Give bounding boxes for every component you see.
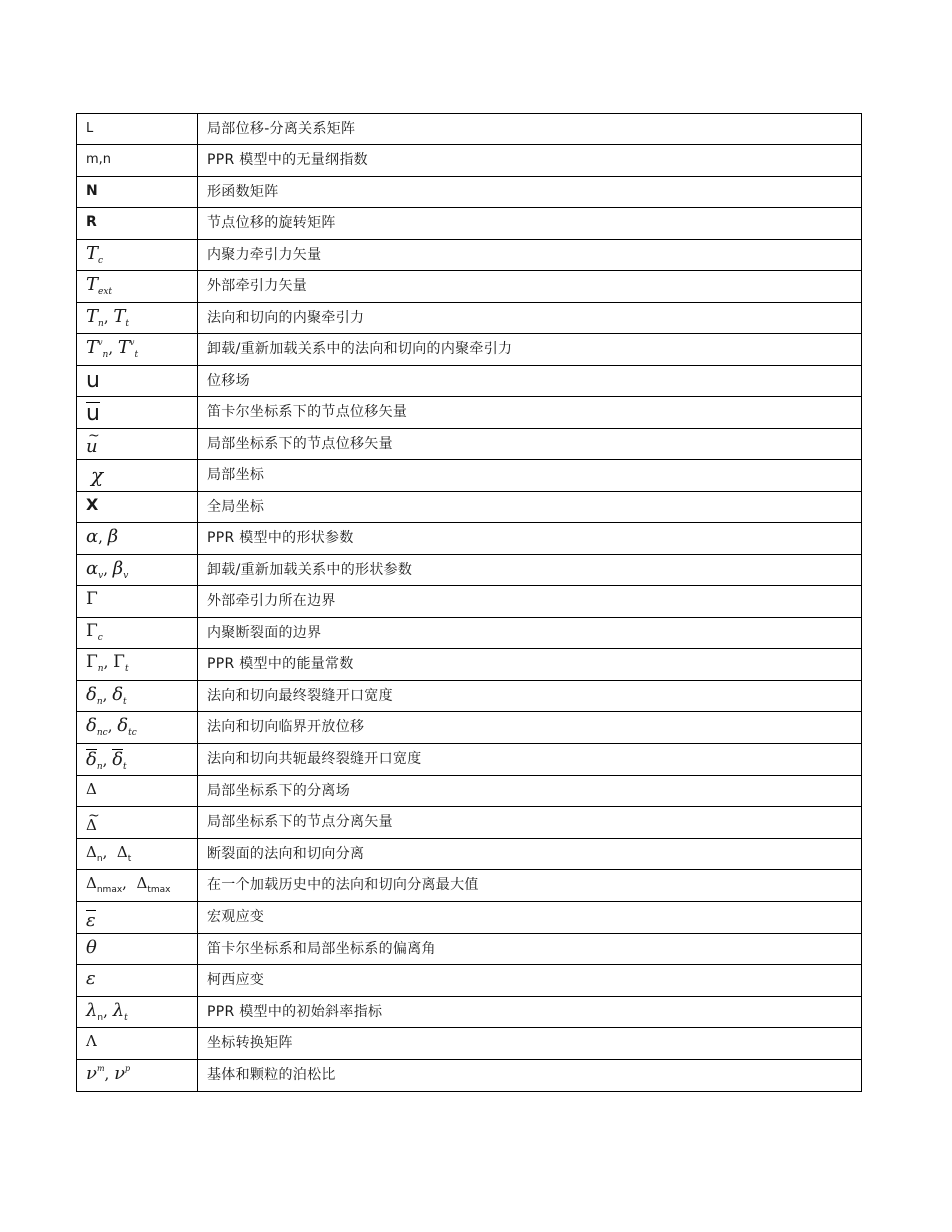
description-cell	[198, 240, 862, 271]
description: 柯西应变	[207, 972, 265, 988]
symbol: T	[86, 274, 99, 295]
symbol-cell	[77, 208, 198, 240]
table-row	[77, 1028, 862, 1060]
separator: ,	[103, 653, 114, 671]
table-row	[77, 681, 862, 712]
description: 全局坐标	[207, 499, 265, 515]
description-cell	[198, 807, 862, 839]
symbol-cell	[77, 492, 198, 523]
symbol-cell	[77, 1028, 198, 1060]
symbol: u	[86, 401, 100, 426]
symbol: Λ	[86, 1032, 97, 1050]
description-cell	[198, 177, 862, 208]
table-row	[77, 997, 862, 1028]
symbol: ν	[86, 1063, 97, 1084]
symbol: α	[86, 558, 99, 579]
symbol: T	[113, 306, 126, 327]
description-cell	[198, 934, 862, 965]
symbol: Γ	[86, 621, 98, 641]
description-cell	[198, 744, 862, 776]
description: 坐标转换矩阵	[207, 1035, 293, 1051]
table-row	[77, 303, 862, 334]
symbol-cell	[77, 114, 198, 145]
symbol: ε	[86, 910, 96, 931]
symbol-cell	[77, 776, 198, 807]
description: 外部牵引力矢量	[207, 278, 308, 294]
symbol: T	[86, 337, 99, 358]
subscript: t	[134, 350, 139, 360]
table-row	[77, 492, 862, 523]
symbol-cell	[77, 271, 198, 303]
symbol: Δ	[116, 843, 128, 861]
description: 局部坐标系下的节点位移矢量	[207, 436, 393, 452]
description-cell	[198, 208, 862, 240]
symbol-cell	[77, 744, 198, 776]
table-row	[77, 618, 862, 649]
description-cell	[198, 145, 862, 177]
separator: ,	[102, 751, 113, 769]
subscript: n	[96, 854, 103, 864]
symbol: u	[86, 368, 100, 393]
description-cell	[198, 523, 862, 555]
description: 卸载/重新加载关系中的法向和切向的内聚牵引力	[207, 341, 513, 357]
symbol: Γ	[113, 652, 125, 672]
description: PPR 模型中的无量纲指数	[207, 152, 368, 168]
symbol-cell	[77, 807, 198, 839]
symbol: χ	[91, 463, 104, 487]
superscript: p	[125, 1064, 131, 1073]
table-row	[77, 366, 862, 397]
description: 笛卡尔坐标系和局部坐标系的偏离角	[207, 941, 436, 957]
table-row	[77, 523, 862, 555]
description-cell	[198, 712, 862, 744]
subscript: tmax	[147, 885, 171, 895]
symbol-cell	[77, 1060, 198, 1092]
symbol-cell	[77, 618, 198, 649]
subscript: t	[123, 762, 127, 772]
description: 笛卡尔坐标系下的节点位移矢量	[207, 404, 408, 420]
superscript: m	[96, 1064, 105, 1073]
symbol: Δ	[86, 780, 97, 798]
description-cell	[198, 776, 862, 807]
table-row	[77, 839, 862, 870]
subscript: n	[98, 319, 104, 329]
description: 位移场	[207, 373, 250, 389]
subscript: nmax	[96, 885, 123, 895]
symbol: Δ	[86, 843, 97, 861]
symbol: δ	[112, 684, 124, 705]
description: 卸载/重新加载关系中的形状参数	[207, 562, 413, 578]
description-cell	[198, 492, 862, 523]
separator: ,	[108, 339, 118, 357]
symbol: θ	[86, 937, 97, 958]
description: 内聚断裂面的边界	[207, 625, 322, 641]
separator: ,	[107, 717, 118, 735]
description: 基体和颗粒的泊松比	[207, 1067, 336, 1083]
table-row	[77, 1060, 862, 1092]
table-row	[77, 776, 862, 807]
table-row	[77, 586, 862, 618]
description: 宏观应变	[207, 909, 265, 925]
description-cell	[198, 649, 862, 681]
description: 局部坐标	[207, 467, 265, 483]
subscript: n	[96, 697, 103, 707]
description-cell	[198, 271, 862, 303]
table-row	[77, 397, 862, 429]
symbol: T	[117, 337, 130, 358]
subscript: t	[124, 1013, 128, 1023]
description: 内聚力牵引力矢量	[207, 247, 322, 263]
separator: ,	[103, 308, 114, 326]
description: 局部坐标系下的节点分离矢量	[207, 814, 393, 830]
description-cell	[198, 366, 862, 397]
description: PPR 模型中的形状参数	[207, 530, 354, 546]
symbol-cell	[77, 839, 198, 870]
symbol: α	[86, 526, 99, 547]
symbol-cell	[77, 334, 198, 366]
table-row	[77, 145, 862, 177]
table-row	[77, 744, 862, 776]
subscript: nc	[96, 728, 108, 738]
symbol-cell	[77, 460, 198, 492]
symbol: Δ	[86, 874, 97, 892]
description-cell	[198, 555, 862, 586]
table-row	[77, 429, 862, 460]
subscript: c	[98, 256, 104, 266]
subscript: tc	[128, 728, 137, 738]
description-cell	[198, 997, 862, 1028]
symbol: m,n	[86, 152, 112, 167]
subscript: v	[123, 571, 129, 581]
table-row	[77, 208, 862, 240]
symbol: Γ	[86, 589, 98, 609]
description: 法向和切向最终裂缝开口宽度	[207, 688, 393, 704]
symbol: λ	[86, 1000, 98, 1021]
symbol: N	[86, 183, 98, 199]
table-row	[77, 934, 862, 965]
symbol: λ	[112, 1000, 125, 1021]
description: 局部位移-分离关系矩阵	[207, 121, 356, 137]
description: 断裂面的法向和切向分离	[207, 846, 365, 862]
symbol-cell	[77, 397, 198, 429]
table-row	[77, 870, 862, 902]
symbol: Γ	[86, 652, 98, 672]
description-cell	[198, 460, 862, 492]
table-row	[77, 555, 862, 586]
table-row	[77, 965, 862, 997]
symbol: ν	[114, 1063, 126, 1084]
symbol-cell	[77, 586, 198, 618]
table-row	[77, 240, 862, 271]
superscript: v	[129, 338, 135, 347]
description-cell	[198, 870, 862, 902]
separator: ,	[102, 686, 113, 704]
superscript: v	[98, 338, 103, 347]
subscript: t	[125, 319, 129, 329]
subscript: t	[124, 664, 129, 674]
subscript: v	[98, 571, 104, 581]
symbol-cell	[77, 303, 198, 334]
symbol: δ	[112, 749, 124, 770]
description-cell	[198, 681, 862, 712]
symbol-cell	[77, 366, 198, 397]
description-cell	[198, 303, 862, 334]
table-row	[77, 712, 862, 744]
separator: ,	[103, 1002, 113, 1020]
description: PPR 模型中的能量常数	[207, 656, 354, 672]
symbol-cell	[77, 649, 198, 681]
subscript: ext	[98, 287, 113, 297]
symbol-cell	[77, 240, 198, 271]
table-row	[77, 807, 862, 839]
subscript: c	[97, 633, 103, 643]
nomenclature-table	[76, 113, 862, 1092]
description-cell	[198, 397, 862, 429]
symbol: T	[86, 306, 99, 327]
separator: ,	[122, 874, 137, 892]
symbol: ~ u	[86, 438, 98, 456]
symbol: R	[86, 214, 97, 230]
description-cell	[198, 965, 862, 997]
symbol-cell	[77, 145, 198, 177]
description: 法向和切向的内聚牵引力	[207, 310, 365, 326]
symbol-cell	[77, 965, 198, 997]
description: 法向和切向共轭最终裂缝开口宽度	[207, 751, 422, 767]
symbol-cell	[77, 902, 198, 934]
symbol-cell	[77, 712, 198, 744]
separator: ,	[98, 528, 108, 546]
description-cell	[198, 839, 862, 870]
symbol: δ	[86, 715, 97, 736]
symbol-cell	[77, 934, 198, 965]
description: 在一个加载历史中的法向和切向分离最大值	[207, 877, 479, 893]
symbol-cell	[77, 429, 198, 460]
subscript: n	[97, 664, 104, 674]
symbol-cell	[77, 997, 198, 1028]
description: 形函数矩阵	[207, 184, 279, 200]
description-cell	[198, 586, 862, 618]
symbol-cell	[77, 870, 198, 902]
description: 局部坐标系下的分离场	[207, 783, 350, 799]
table-row	[77, 649, 862, 681]
symbol: δ	[86, 684, 97, 705]
description: PPR 模型中的初始斜率指标	[207, 1004, 383, 1020]
subscript: n	[96, 762, 103, 772]
symbol: β	[107, 526, 119, 547]
description-cell	[198, 902, 862, 934]
symbol: δ	[117, 715, 129, 736]
separator: ,	[103, 560, 113, 578]
symbol-cell	[77, 177, 198, 208]
symbol: X	[86, 495, 99, 514]
description-cell	[198, 618, 862, 649]
subscript: t	[127, 854, 132, 864]
description: 节点位移的旋转矩阵	[207, 215, 336, 231]
description-cell	[198, 1060, 862, 1092]
table-row	[77, 271, 862, 303]
table-row	[77, 902, 862, 934]
symbol: T	[86, 243, 99, 264]
symbol-cell	[77, 681, 198, 712]
separator: ,	[102, 843, 117, 861]
subscript: n	[97, 1013, 104, 1023]
table-row	[77, 460, 862, 492]
table-row	[77, 114, 862, 145]
description: 外部牵引力所在边界	[207, 593, 336, 609]
symbol: δ	[86, 749, 97, 770]
description-cell	[198, 334, 862, 366]
table-row	[77, 334, 862, 366]
symbol: Δ	[136, 874, 148, 892]
separator: ,	[104, 1065, 115, 1083]
description-cell	[198, 1028, 862, 1060]
description-cell	[198, 114, 862, 145]
subscript: n	[102, 350, 109, 360]
description-cell	[198, 429, 862, 460]
symbol: ~ Δ	[86, 818, 97, 833]
description: 法向和切向临界开放位移	[207, 719, 365, 735]
symbol: β	[112, 558, 124, 579]
subscript: t	[123, 697, 127, 707]
table-row	[77, 177, 862, 208]
symbol-cell	[77, 523, 198, 555]
symbol-cell	[77, 555, 198, 586]
symbol: ε	[86, 968, 96, 989]
symbol: L	[86, 121, 94, 136]
